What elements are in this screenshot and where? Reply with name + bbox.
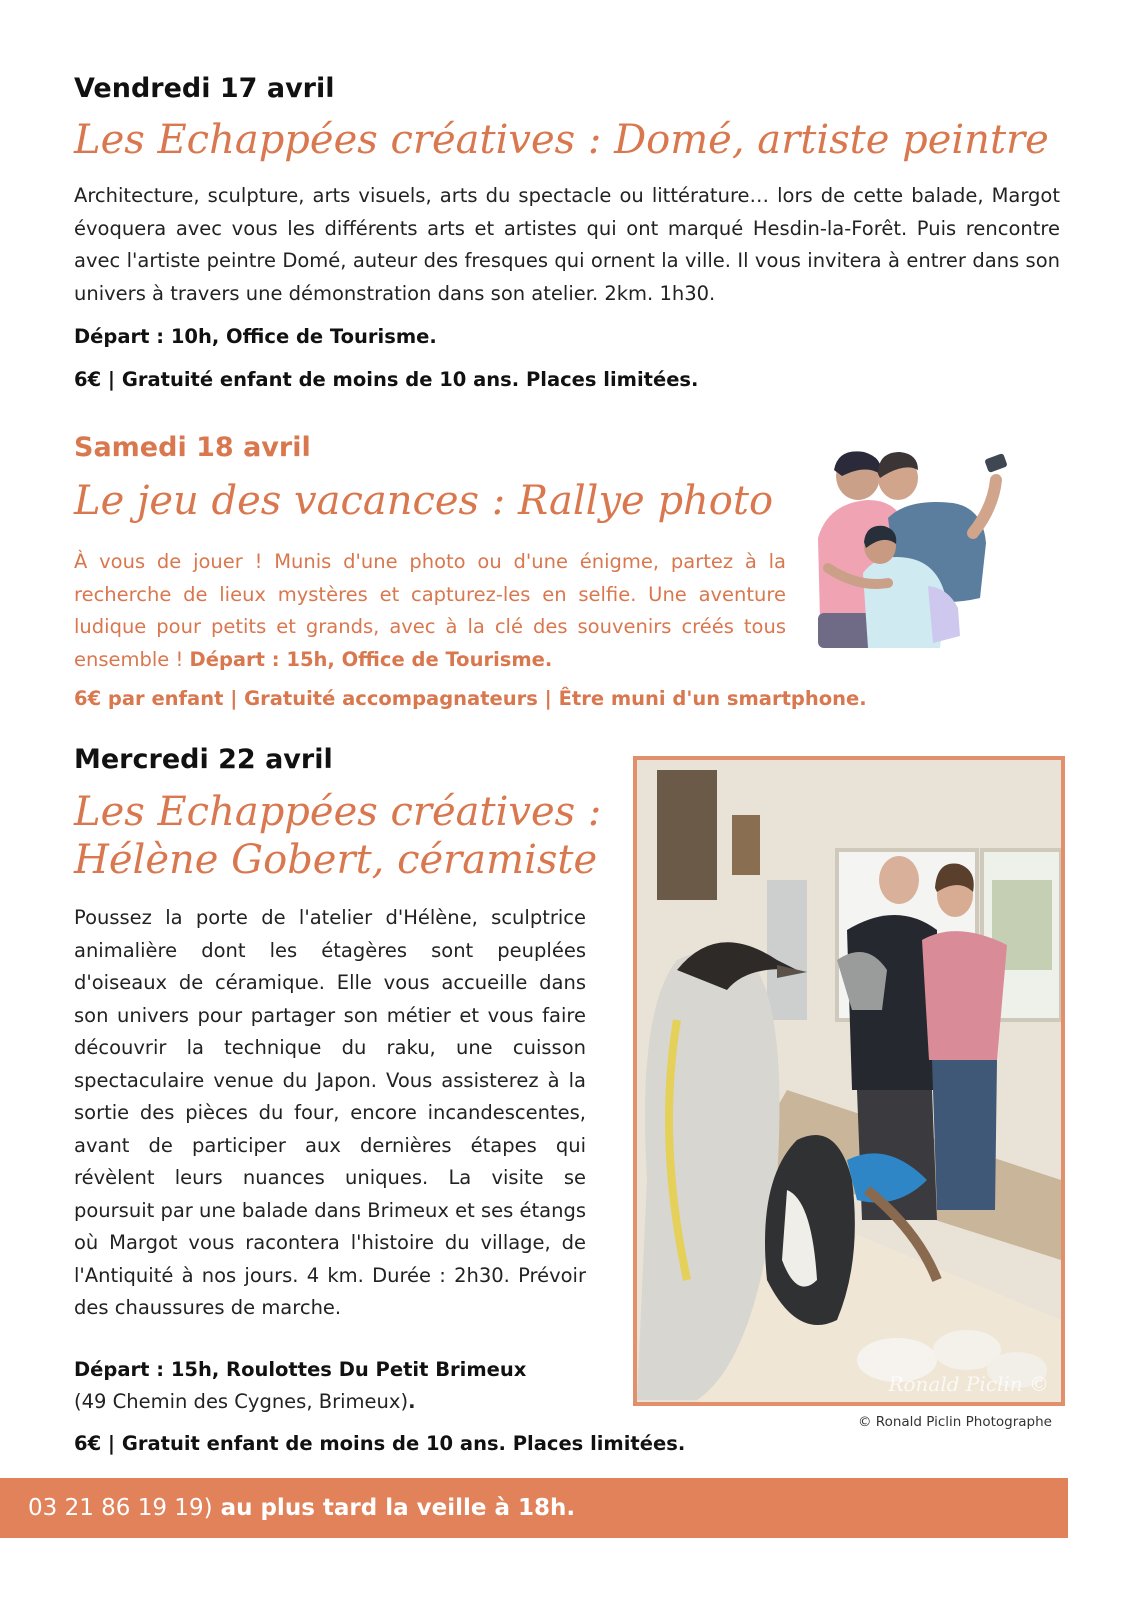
footer-bar (0, 1478, 1068, 1538)
event-3-address-dot: . (408, 1390, 416, 1413)
event-1-description: Architecture, sculpture, arts visuels, arts du spectacle ou littérature… lors de cette balade, Margot évoquera avec vous les différents arts et artistes qui ont marqué Hesdin-la-Forêt. Puis rencontre avec l'artiste peintre Domé, auteur des fresques qui ornent la ville. Il vous invitera à entrer dans son univers à travers une démonstration dans son atelier. 2km. 1h30. (74, 184, 1060, 305)
selfie-illustration (808, 448, 1040, 656)
event-2-date: Samedi 18 avril (74, 432, 311, 463)
event-1-title: Les Echappées créatives : Domé, artiste peintre (74, 117, 1049, 163)
event-1-departure: Départ : 10h, Office de Tourisme. (74, 325, 437, 348)
event-3-description: Poussez la porte de l'atelier d'Hélène, sculptrice animalière dont les étagères sont peuplées d'oiseaux de céramique. Elle vous accueille dans son univers pour partager son métier et vous faire découvrir la technique du raku, une cuisson spectaculaire venue du Japon. Vous assisterez à la sortie des pièces du four, encore incandescentes, avant de participer aux dernières étapes qui révèlent leurs nuances uniques. La visite se poursuit par une balade dans Brimeux et ses étangs où Margot vous racontera l'histoire du village, de l'Antiquité à nos jours. 4 km. Durée : 2h30. Prévoir des chaussures de marche. (74, 906, 586, 1319)
workshop-photo (633, 756, 1065, 1406)
event-1-date: Vendredi 17 avril (74, 73, 335, 104)
event-3-title-line1: Les Echappées créatives : (74, 789, 602, 835)
event-3-departure: Départ : 15h, Roulottes Du Petit Brimeux (74, 1358, 527, 1381)
event-3-title-line2: Hélène Gobert, céramiste (74, 837, 598, 883)
event-3-price: 6€ | Gratuit enfant de moins de 10 ans. Places limitées. (74, 1432, 686, 1455)
event-2-description: À vous de jouer ! Munis d'une photo ou d'une énigme, partez à la recherche de lieux mystères et capturez-les en selfie. Une aventure ludique pour petits et grands, avec à la clé des souvenirs créés tous ensemble ! (74, 550, 786, 671)
event-2-description-block (74, 546, 786, 676)
event-2-title: Le jeu des vacances : Rallye photo (74, 478, 774, 524)
event-2-price: 6€ par enfant | Gratuité accompagnateurs | Être muni d'un smartphone. (74, 687, 867, 710)
event-3-address-line (74, 1390, 415, 1413)
photo-watermark: Ronald Piclin © (888, 1372, 1049, 1396)
footer-text: au plus tard la veille à 18h. (212, 1495, 576, 1521)
event-3-date: Mercredi 22 avril (74, 744, 333, 775)
event-3-address: (49 Chemin des Cygnes, Brimeux) (74, 1390, 409, 1413)
event-2-departure: Départ : 15h, Office de Tourisme. (189, 647, 553, 671)
photo-credit: © Ronald Piclin Photographe (858, 1414, 1052, 1430)
workshop-photo-image (637, 760, 1061, 1402)
event-1-price: 6€ | Gratuité enfant de moins de 10 ans. Places limitées. (74, 368, 699, 391)
footer-phone: 03 21 86 19 19) (28, 1495, 213, 1521)
